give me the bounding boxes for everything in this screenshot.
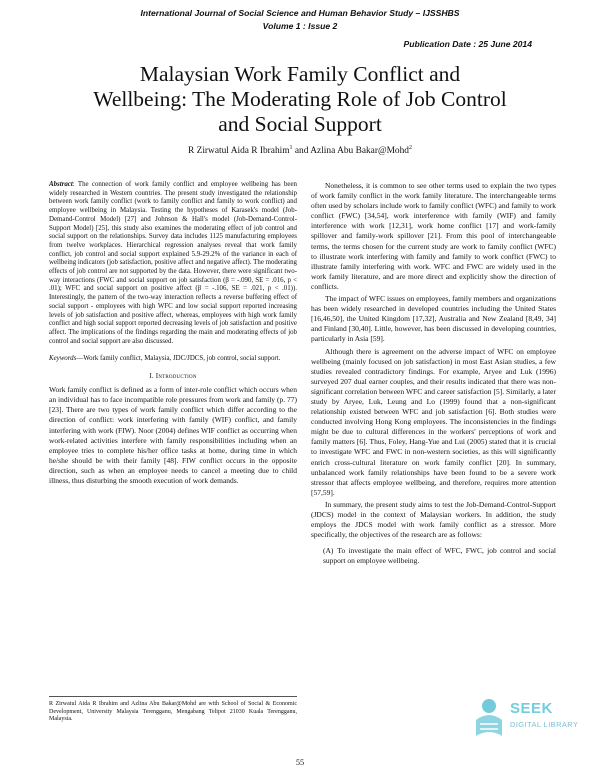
publication-date: Publication Date : 25 June 2014 xyxy=(403,39,532,49)
volume-issue: Volume 1 : Issue 2 xyxy=(262,21,338,31)
author-list xyxy=(60,145,540,156)
footnote-divider xyxy=(49,696,297,697)
author-footnote xyxy=(49,688,297,724)
author-conjunction: and xyxy=(292,146,311,157)
left-column xyxy=(49,181,297,488)
section-heading-introduction: I. Introduction xyxy=(149,372,197,381)
author-1-name: R Zirwatul Aida R Ibrahim xyxy=(188,146,290,157)
journal-header: International Journal of Social Science and Human Behavior Study – IJSSHBS xyxy=(140,8,460,18)
body-paragraph-1: Nonetheless, it is common to see other terms used to explain the two types of work family conflict in the work family literature. The interchangeable terms often used by scholars include work to family conflict (WFC) and family to work conflict (FWC) [34,54], work interference with family (WIF) and family interference with work [12,31], work home conflict [17] and work-family spillover and family-work spillover [21]. From this pool of interchangeable terms, the terms chosen for the current study are work to family conflict (WFC) to illustrate work interfering with family and family to work conflict (FWC) to illustrate family interfering with work. WFC and FWC are widely used in the work family literature, and are more direct and explicitly show the direction of conflicts. xyxy=(311,181,556,291)
footnote-text: R Zirwatul Aida R Ibrahim and Azlina Abu Bakar@Mohd are with School of Social & Economic Development, University Malaysia Terengganu, Mengabang Telipot 21030 Kuala Terengganu, Malaysia. xyxy=(49,701,297,723)
author-2-affiliation-mark: 2 xyxy=(409,145,412,151)
objective-text: To investigate the main effect of WFC, FWC, job control and social support on employee wellbeing. xyxy=(323,546,556,566)
objective-marker: (A) xyxy=(323,546,334,556)
right-column xyxy=(311,181,556,568)
body-paragraph-3: Although there is agreement on the adverse impact of WFC on employee wellbeing (mainly focused on job satisfaction) in most East Asian studies, a few studies revealed contradictory findings. For example, Aryee and Luk (1996) surveyed 207 dual earner couples, and their results indicated that there was non-significant correlation between WFC and career satisfaction [5]. Similarly, a later study by Aryee, Luk, Leung and Lo (1999) found that a non-significant relationship existed between WFC and job satisfaction [6]. Both studies were conducted involving Hong Kong employees. The inconsistencies in the findings might be due to cultural differences in the workers' perceptions of work and family matters [6]. Thus, Foley, Hang-Yue and Lui (2005) stated that it is crucial to investigate WFC and FWC in non-western societies, as this will significantly enrich cross-cultural literature on work family conflict [20]. In summary, unbalanced work family relationships have been found to be a severe work stressor that affects employee wellbeing, and therefore, requires more attention [57,59]. xyxy=(311,346,556,497)
watermark-brand: SEEK xyxy=(510,700,553,717)
abstract-label: Abstract xyxy=(49,181,73,188)
intro-paragraph: Work family conflict is defined as a form of inter-role conflict which occurs when an individual has to face incompatible role pressures from work and family (p. 77) [23]. There are two types of work family conflict which differ according to the direction of conflict: work interfering with family (WIF) conflict, and family interfering with work (FIW). Noor (2004) defines WIF conflict as occurring when work-related activities interfere with family responsibilities including when an employee tries to complete his/her office tasks at home, during time in which he/she should be with their family [48]. FIW conflict occurs in the opposite direction, such as when an employee needs to cancel a meeting due to child illness, thus disturbing the smooth execution of work demands. xyxy=(49,385,297,485)
keywords xyxy=(49,355,297,364)
title-line-1: Malaysian Work Family Conflict and xyxy=(139,62,461,86)
keywords-label: Keywords xyxy=(49,355,77,363)
title-line-2: Wellbeing: The Moderating Role of Job Control xyxy=(93,87,507,111)
body-paragraph-4: In summary, the present study aims to test the Job-Demand-Control-Support (JDCS) model in the context of Malaysian workers. In addition, the study employs the JDCS model with work family conflict as a stressor. More specifically, the objectives of the research are as follows: xyxy=(311,499,556,540)
body-paragraph-2: The impact of WFC issues on employees, family members and organizations has been widely researched in developed countries including the United States [16,46,50], the United Kingdom [17,32], Australia and New Zealand [8,49, 34] and Finland [30,40]. Little, however, has been discussed in developing countries, particularly in Asia [59]. xyxy=(311,294,556,344)
author-2-name: Azlina Abu Bakar@Mohd xyxy=(310,146,409,157)
watermark-subtitle: DIGITAL LIBRARY xyxy=(510,720,579,729)
abstract-text: : The connection of work family conflict and employee wellbeing has been widely researched in Western countries. The present study investigated the relationship between work family conflict (work to family conflict and family to work conflict) and employee wellbeing in Malaysia. Testing the hypotheses of Karasek's model (Job-Demand-Control Model) [27] and Johnson & Hall's model (Job-Demand-Control-Support Model) [25], this study also examines the moderating effect of job control and social support on the relationships. Survey data includes 1125 manufacturing employees from twelve workplaces. Hierarchical regression analyses reveal that work family conflict, job control and social support explained 5.9-29.2% of the variance in each of wellbeing indicators (job satisfaction, positive affect and negative affect). The moderating effects of job control are not supported by the data. However, there were significant two-way interactions (FWC and social support on job satisfaction (β = -.090, SE = .016, p < .01); WFC and social support on positive affect (β = -.106, SE = .021, p < .01)). Interestingly, the pattern of the two-way interaction reflects a reverse buffering effect of social support - employees with high WFC and low social support reported increasing levels of job satisfaction and positive affect, whereas, employees with high work family conflict and high social support reported decreasing levels of job satisfaction and positive affect. The implications of the findings regarding the main and moderating effects of job control and social support are also discussed. xyxy=(49,181,297,345)
watermark-logo-icon xyxy=(470,696,508,744)
objective-a xyxy=(323,546,556,566)
library-watermark xyxy=(470,690,590,758)
author-1-affiliation-mark: 1 xyxy=(289,145,293,151)
paper-title xyxy=(60,62,540,137)
abstract xyxy=(49,181,297,346)
title-line-3: and Social Support xyxy=(218,112,382,136)
page-number: 55 xyxy=(295,758,305,767)
keywords-text: —Work family conflict, Malaysia, JDC/JDCS, job control, social support. xyxy=(76,355,281,363)
